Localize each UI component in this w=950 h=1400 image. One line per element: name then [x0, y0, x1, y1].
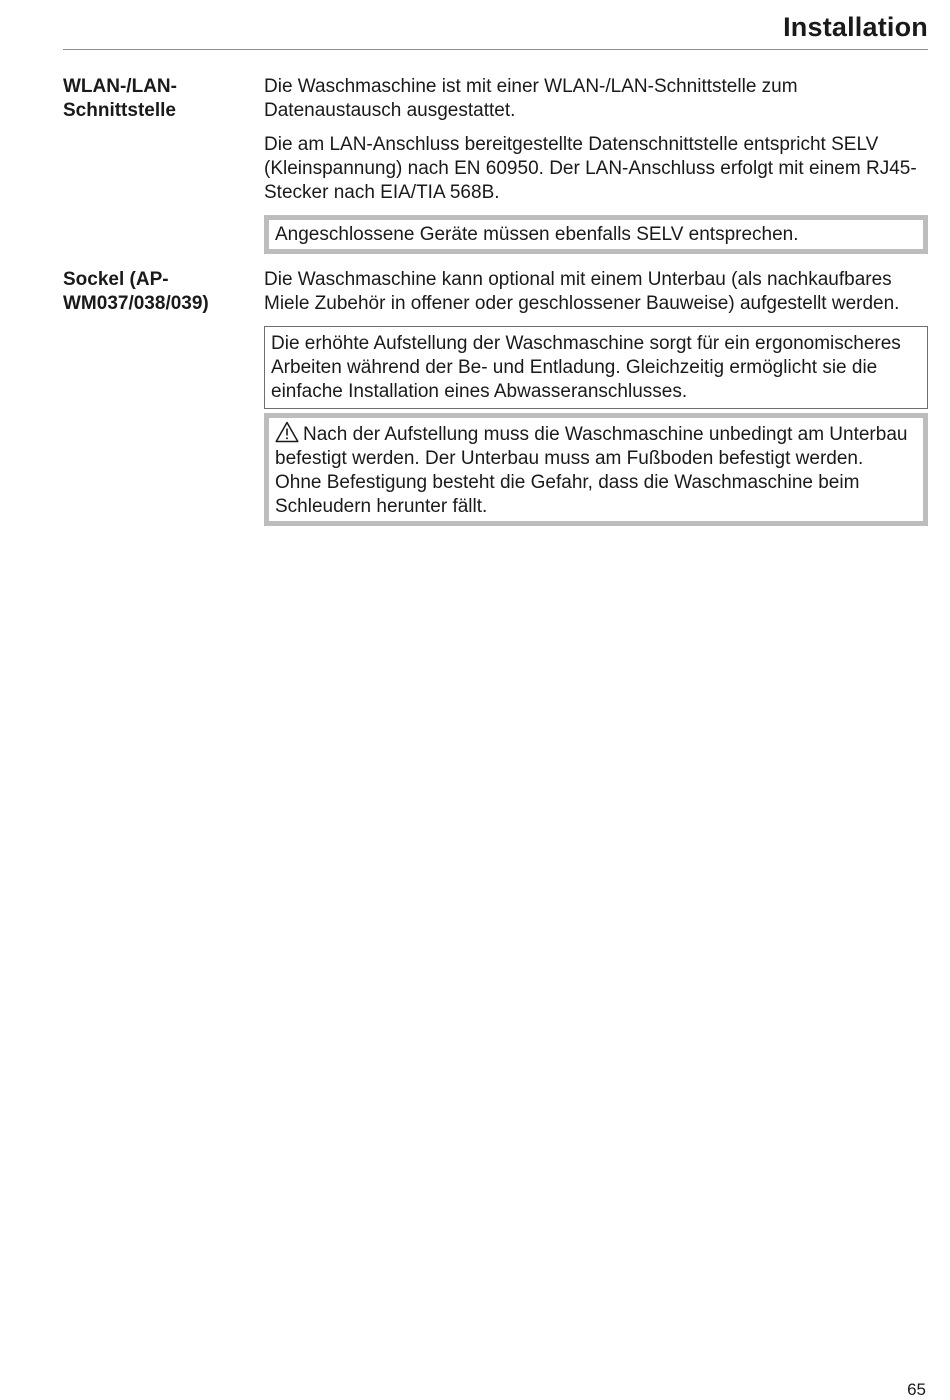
- warning-box: [264, 413, 928, 526]
- paragraph: Die am LAN-Anschluss bereitgestellte Datenschnittstelle entspricht SELV (Kleinspannung) nach EN 60950. Der LAN-Anschluss erfolgt mit einem RJ45-Stecker nach EIA/TIA 568B.: [264, 134, 917, 203]
- section-title: WLAN-/LAN-Schnittstelle: [63, 76, 177, 121]
- page-header: [63, 0, 928, 50]
- paragraph: Die Waschmaschine kann optional mit einem Unterbau (als nachkaufbares Miele Zubehör in offener oder geschlossener Bauweise) aufgestellt werden.: [264, 269, 900, 314]
- warning-triangle-icon: [275, 421, 299, 443]
- info-note-box: Die erhöhte Aufstellung der Waschmaschine sorgt für ein ergonomischeres Arbeiten während der Be- und Entladung. Gleichzeitig ermöglicht sie die einfache Installation eines Abwasseranschlusses.: [264, 326, 928, 409]
- warning-line: [275, 421, 917, 471]
- warning-box: Angeschlossene Geräte müssen ebenfalls SELV entsprechen.: [264, 215, 928, 254]
- section-body: [264, 268, 928, 536]
- page-number: 65: [907, 1380, 926, 1399]
- warning-text: Nach der Aufstellung muss die Waschmaschine unbedingt am Unterbau befestigt werden. Der Unterbau muss am Fußboden befestigt werden.: [275, 424, 908, 469]
- warning-text: Ohne Befestigung besteht die Gefahr, dass die Waschmaschine beim Schleudern herunter fällt.: [275, 472, 860, 517]
- section-title: Sockel (AP-WM037/038/039): [63, 269, 209, 314]
- section-body: [264, 75, 928, 264]
- paragraph: Die Waschmaschine ist mit einer WLAN-/LAN-Schnittstelle zum Datenaustausch ausgestattet.: [264, 76, 798, 121]
- page-title: Installation: [783, 12, 928, 42]
